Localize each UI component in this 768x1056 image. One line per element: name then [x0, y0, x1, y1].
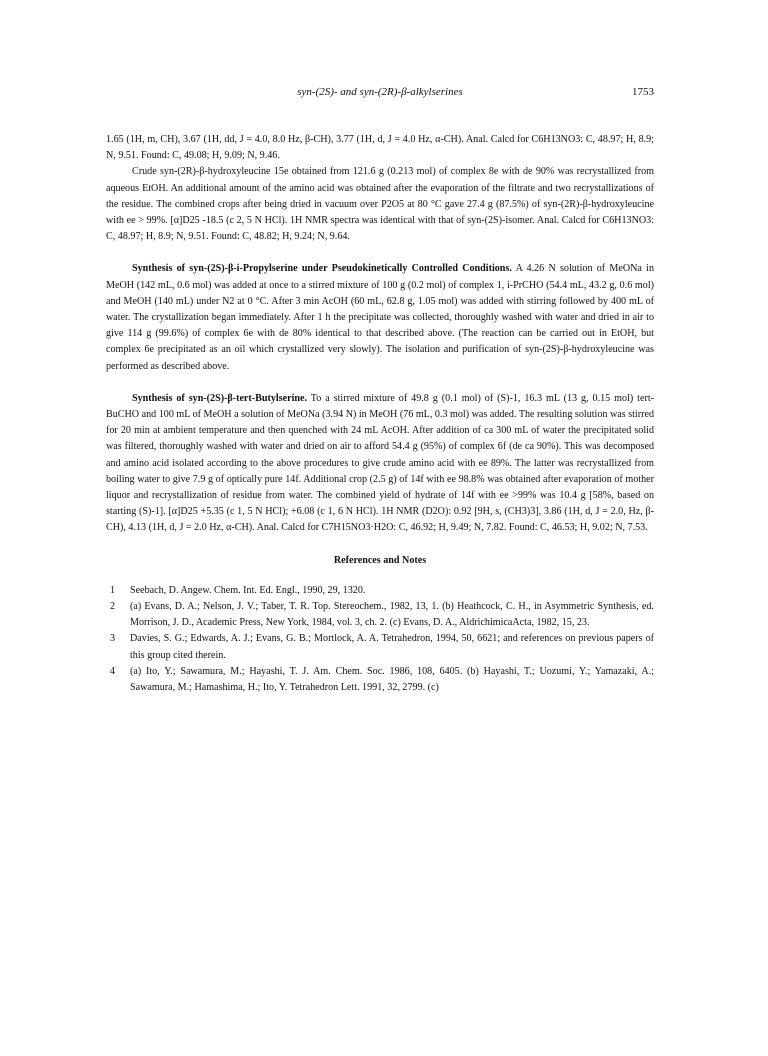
reference-text: (a) Ito, Y.; Sawamura, M.; Hayashi, T. J. Am. Chem. Soc. 1986, 108, 6405. (b) Hayashi, T.; Uozumi, Y.; Yamazaki, A.; Sawamura, M.; Hamashima, H.; Ito, Y. Tetrahedron Lett. 1991, 32, 2799. (c): [130, 665, 654, 694]
reference-number: 2: [110, 601, 116, 613]
reference-number: 1: [110, 584, 116, 596]
reference-text: Davies, S. G.; Edwards, A. J.; Evans, G. B.; Mortlock, A. A. Tetrahedron, 1994, 50, 6621; and references on previous papers of this group cited therein.: [130, 633, 654, 661]
reference-number: 4: [110, 665, 116, 677]
paragraph-synthesis-i-propylserine: [106, 261, 654, 374]
reference-number: 3: [110, 633, 116, 645]
references-heading: References and Notes: [333, 554, 427, 566]
references-list: [106, 583, 654, 696]
reference-item: [106, 631, 654, 663]
reference-item: [106, 599, 654, 631]
reference-item: [106, 664, 654, 696]
running-header: [106, 86, 654, 102]
section-title-tert-butylserine: Synthesis of syn-(2S)-β-tert-Butylserine.: [132, 392, 308, 404]
paragraph-synthesis-tert-butylserine: [106, 391, 654, 537]
running-title: syn-(2S)- and syn-(2R)-β-alkylserines: [297, 86, 463, 98]
section-title-i-propylserine: Synthesis of syn-(2S)-β-i-Propylserine under Pseudokinetically Controlled Conditions.: [132, 263, 512, 275]
paragraph-nmr-continuation: 1.65 (1H, m, CH), 3.67 (1H, dd, J = 4.0, 8.0 Hz, β-CH), 3.77 (1H, d, J = 4.0 Hz, α-CH). Anal. Calcd for C6H13NO3: C, 48.97; H, 8.9; N, 9.51. Found: C, 49.08; H, 9.09; N, 9.46.: [106, 134, 654, 162]
reference-item: [106, 583, 654, 599]
article-body: [106, 132, 654, 696]
section-text-tert-butylserine: To a stirred mixture of 49.8 g (0.1 mol) of (S)-1, 16.3 mL (13 g, 0.15 mol) tert-BuCHO and 100 mL of MeOH a solution of MeONa (3.94 N) in MeOH (76 mL, 0.3 mol) was added. The resulting solution was stirred for 20 min at ambient temperature and then quenched with 24 mL AcOH. After addition of ca 300 mL of water the precipitated solid was filtered, thoroughly washed with water and dried on air to afford 54.4 g (95%) of complex 6f (de ca 90%). This was decomposed and amino acid isolated according to the above procedures to give crude amino acid with ee 89%. The latter was recrystallized from boiling water to give 7.9 g of optically pure 14f. Additional crop (2.5 g) of 14f with ee 98.8% was obtained after evaporation of mother liquor and recrystallization of residue from water. The combined yield of hydrate of 14f with ee >99% was 10.4 g [58%, based on starting (S)-1]. [α]D25 +5.35 (c 1, 5 N HCl); +6.08 (c 1, 6 N HCl). 1H NMR (D2O): 0.92 [9H, s, (CH3)3], 3.86 (1H, d, J = 2.0, Hz, β-CH), 4.13 (1H, d, J = 2.0 Hz, α-CH). Anal. Calcd for C7H15NO3·H2O: C, 46.92; H, 9.49; N, 7.82. Found: C, 46.53; H, 9.02; N, 7.53.: [106, 392, 654, 534]
reference-text: (a) Evans, D. A.; Nelson, J. V.; Taber, T. R. Top. Stereochem., 1982, 13, 1. (b) Heathcock, C. H., in Asymmetric Synthesis, ed. Morrison, J. D., Academic Press, New York, 1984, vol. 3, ch. 2. (c) Evans, D. A., AldrichimicaActa, 1982, 15, 23.: [130, 601, 654, 629]
section-text-i-propylserine: A 4.26 N solution of MeONa in MeOH (142 mL, 0.6 mol) was added at once to a stirred mixture of 100 g (0.2 mol) of complex 1, i-PrCHO (54.4 mL, 43.2 g, 0.6 mol) and MeOH (140 mL) under N2 at 0 °C. After 3 min AcOH (60 mL, 62.8 g, 1.05 mol) was added with stirring followed by 400 mL of water. The crystallization began immediately. After 1 h the precipitate was collected, thoroughly washed with water and dried in air to give 114 g (99.6%) of complex 6e with de 80% identical to that described above. (The reaction can be carried out in EtOH, but complex 6e precipitated as an oil which crystallized very slowly). The isolation and purification of syn-(2S)-β-hydroxyleucine was performed as described above.: [106, 263, 654, 372]
page-number: 1753: [632, 86, 654, 98]
reference-text: Seebach, D. Angew. Chem. Int. Ed. Engl., 1990, 29, 1320.: [130, 584, 366, 596]
paragraph-crude-syn-2r: Crude syn-(2R)-β-hydroxyleucine 15e obtained from 121.6 g (0.213 mol) of complex 8e with de 90% was recrystallized from aqueous EtOH. An additional amount of the amino acid was obtained after the evaporation of the filtrate and two recrystallizations of the residue. The combined crops after being dried in vacuum over P2O5 at 80 °C gave 27.4 g (87.5%) of syn-(2R)-β-hydroxyleucine with ee > 99%. [α]D25 -18.5 (c 2, 5 N HCl). 1H NMR spectra was identical with that of syn-(2S)-isomer. Anal. Calcd for C6H13NO3: C, 48.97; H, 8.9; N, 9.51. Found: C, 48.82; H, 9.24; N, 9.64.: [106, 166, 654, 243]
